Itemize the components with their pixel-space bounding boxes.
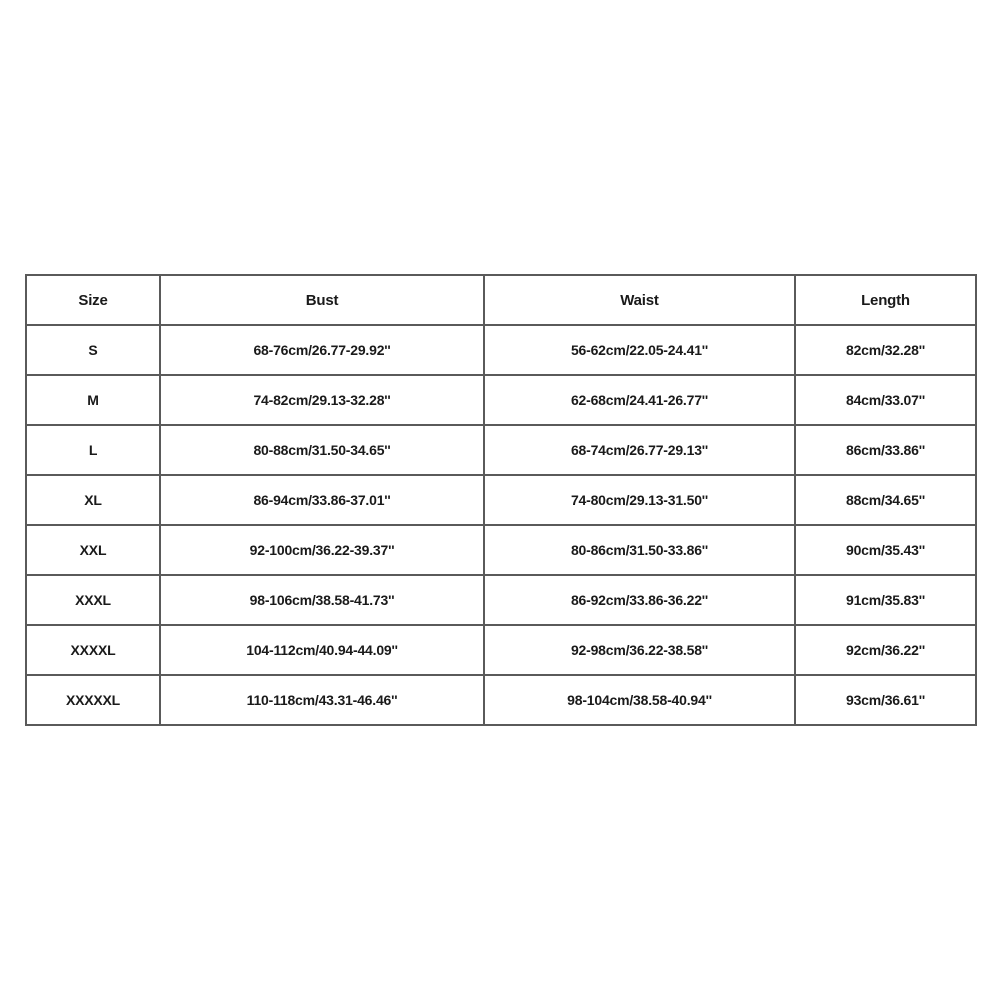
cell-size: L [26,425,160,475]
cell-waist: 68-74cm/26.77-29.13'' [484,425,795,475]
cell-bust: 86-94cm/33.86-37.01'' [160,475,484,525]
cell-bust: 110-118cm/43.31-46.46'' [160,675,484,725]
table-row [26,575,976,625]
cell-bust: 98-106cm/38.58-41.73'' [160,575,484,625]
cell-bust: 80-88cm/31.50-34.65'' [160,425,484,475]
cell-length: 84cm/33.07'' [795,375,976,425]
size-chart-table [25,274,977,726]
cell-size: XL [26,475,160,525]
cell-waist: 62-68cm/24.41-26.77'' [484,375,795,425]
cell-waist: 98-104cm/38.58-40.94'' [484,675,795,725]
table-row [26,325,976,375]
cell-length: 82cm/32.28'' [795,325,976,375]
table-row [26,675,976,725]
cell-bust: 104-112cm/40.94-44.09'' [160,625,484,675]
cell-waist: 74-80cm/29.13-31.50'' [484,475,795,525]
cell-length: 90cm/35.43'' [795,525,976,575]
cell-size: S [26,325,160,375]
cell-waist: 80-86cm/31.50-33.86'' [484,525,795,575]
table-row [26,525,976,575]
cell-bust: 74-82cm/29.13-32.28'' [160,375,484,425]
cell-size: M [26,375,160,425]
header-size: Size [26,275,160,325]
table-row [26,475,976,525]
cell-size: XXXXXL [26,675,160,725]
cell-waist: 92-98cm/36.22-38.58'' [484,625,795,675]
header-length: Length [795,275,976,325]
cell-length: 86cm/33.86'' [795,425,976,475]
table-row [26,425,976,475]
table-row [26,375,976,425]
cell-waist: 86-92cm/33.86-36.22'' [484,575,795,625]
cell-length: 91cm/35.83'' [795,575,976,625]
cell-size: XXXXL [26,625,160,675]
cell-length: 93cm/36.61'' [795,675,976,725]
header-bust: Bust [160,275,484,325]
table-header-row [26,275,976,325]
cell-bust: 92-100cm/36.22-39.37'' [160,525,484,575]
cell-length: 92cm/36.22'' [795,625,976,675]
table-row [26,625,976,675]
cell-waist: 56-62cm/22.05-24.41'' [484,325,795,375]
cell-size: XXL [26,525,160,575]
cell-size: XXXL [26,575,160,625]
header-waist: Waist [484,275,795,325]
cell-bust: 68-76cm/26.77-29.92'' [160,325,484,375]
cell-length: 88cm/34.65'' [795,475,976,525]
